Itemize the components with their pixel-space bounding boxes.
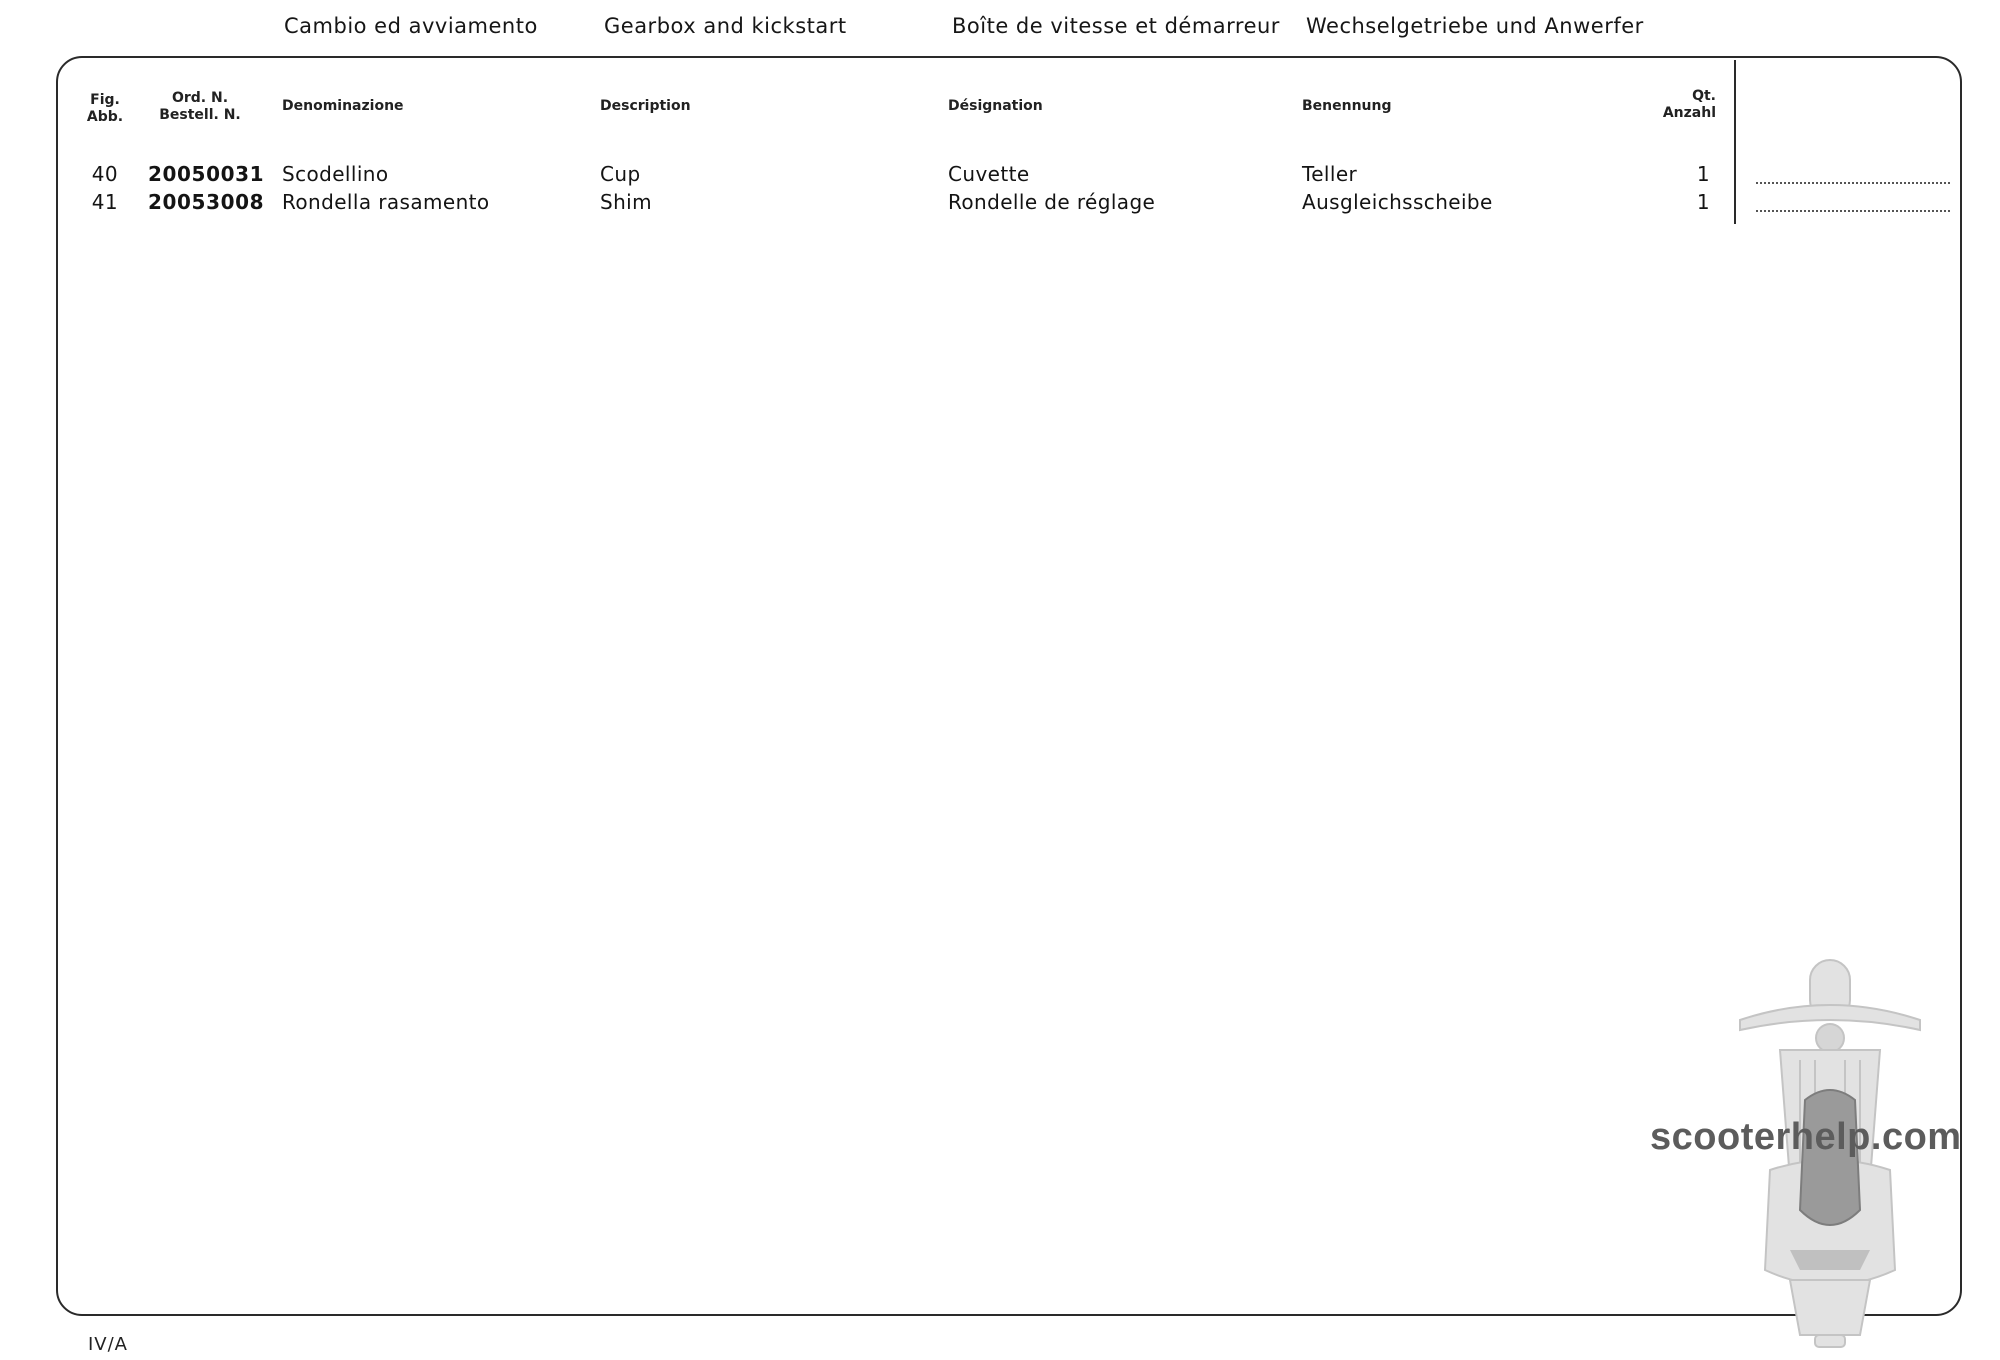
row-name-it: Rondella rasamento [282, 190, 490, 214]
column-header-fig-line2: Abb. [86, 109, 124, 125]
column-header-benennung: Benennung [1302, 98, 1392, 114]
row-notes-dotted-line [1756, 182, 1950, 184]
section-title-de: Wechselgetriebe und Anwerfer [1306, 14, 1644, 38]
row-name-fr: Cuvette [948, 162, 1030, 186]
row-name-de: Ausgleichsscheibe [1302, 190, 1493, 214]
column-header-fig-line1: Fig. [90, 92, 120, 108]
table-row [0, 162, 2000, 190]
row-fig-number: 40 [91, 162, 118, 186]
column-header-order-number [150, 90, 250, 124]
row-order-number: 20053008 [148, 190, 265, 214]
column-header-ord-line1: Ord. N. [171, 90, 229, 106]
row-name-fr: Rondelle de réglage [948, 190, 1156, 214]
column-header-qty-line2: Anzahl [1662, 105, 1716, 121]
section-title-it: Cambio ed avviamento [284, 14, 538, 38]
page-code: IV/A [88, 1334, 128, 1355]
column-header-denominazione: Denominazione [282, 98, 404, 114]
column-header-fig [78, 92, 132, 126]
column-header-quantity [1650, 88, 1716, 122]
row-order-number: 20050031 [148, 162, 265, 186]
row-fig-number: 41 [91, 190, 118, 214]
row-quantity: 1 [1696, 190, 1710, 214]
row-quantity: 1 [1696, 162, 1710, 186]
row-name-en: Shim [600, 190, 653, 214]
row-name-it: Scodellino [282, 162, 389, 186]
watermark-text: scooterhelp.com [1650, 1116, 1962, 1158]
section-title-fr: Boîte de vitesse et démarreur [952, 14, 1280, 38]
column-header-qty-line1: Qt. [1692, 88, 1716, 104]
column-header-ord-line2: Bestell. N. [159, 107, 241, 123]
section-title-en: Gearbox and kickstart [604, 14, 847, 38]
column-header-designation: Désignation [948, 98, 1043, 114]
table-row [0, 190, 2000, 218]
row-notes-dotted-line [1756, 210, 1950, 212]
column-header-description: Description [600, 98, 691, 114]
row-name-en: Cup [600, 162, 641, 186]
row-name-de: Teller [1302, 162, 1358, 186]
